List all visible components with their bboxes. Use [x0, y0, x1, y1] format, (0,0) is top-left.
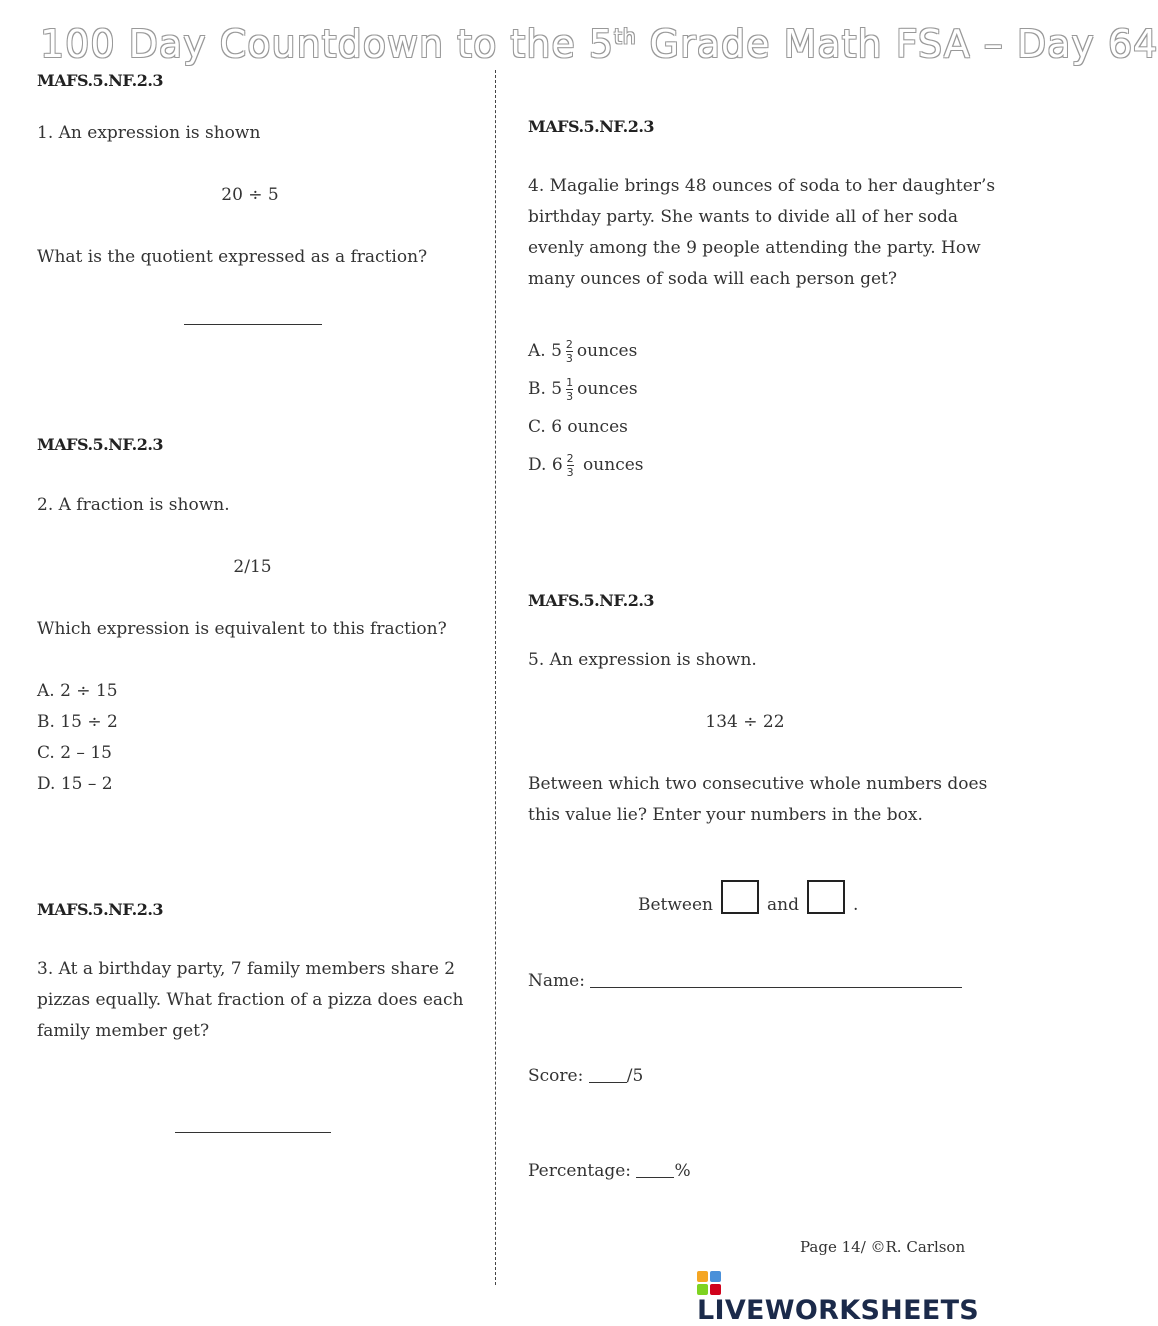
q3-line-2: pizzas equally. What fraction of a pizza does each — [37, 990, 464, 1010]
q2-option-b[interactable]: B. 15 ÷ 2 — [37, 712, 118, 732]
q5-answer-box-2[interactable] — [807, 880, 845, 914]
score-input[interactable] — [589, 1082, 627, 1083]
cube-4 — [710, 1284, 721, 1295]
q2-option-a[interactable]: A. 2 ÷ 15 — [37, 681, 118, 701]
q3-line-3: family member get? — [37, 1021, 210, 1041]
q3-standard: MAFS.5.NF.2.3 — [37, 900, 164, 919]
q5-line-1: Between which two consecutive whole numbers does — [528, 774, 988, 794]
q3-question — [37, 954, 464, 1047]
q2-option-c[interactable]: C. 2 – 15 — [37, 743, 112, 763]
q1-expression: 20 ÷ 5 — [221, 185, 279, 205]
q1-answer-blank[interactable] — [184, 324, 322, 325]
q2-option-d[interactable]: D. 15 – 2 — [37, 774, 113, 794]
q4-option-b[interactable]: B. 5 $\frac{1}{3}$ ounces — [528, 375, 638, 403]
q5-prompt: 5. An expression is shown. — [528, 650, 757, 670]
score-row — [528, 1061, 643, 1092]
q5-answer-row: Between and . — [638, 880, 858, 921]
q5-answer-box-1[interactable] — [721, 880, 759, 914]
and-label: and — [767, 895, 799, 915]
q5-line-2: this value lie? Enter your numbers in the box. — [528, 805, 923, 825]
q2-standard: MAFS.5.NF.2.3 — [37, 435, 164, 454]
q5-question — [528, 769, 987, 831]
cube-3 — [697, 1284, 708, 1295]
fraction-one-third: $\frac{1}{3}$ — [566, 375, 574, 403]
fraction-two-thirds: $\frac{2}{3}$ — [565, 337, 573, 365]
q4-line-3: evenly among the 9 people attending the party. How — [528, 238, 981, 258]
percentage-input[interactable] — [636, 1177, 674, 1178]
q2-expression: 2/15 — [233, 557, 272, 577]
worksheet-title: 100 Day Countdown to the 5th Grade Math FSA – Day 64 — [40, 22, 1158, 66]
q4-line-1: 4. Magalie brings 48 ounces of soda to her daughter’s — [528, 176, 996, 196]
between-label: Between — [638, 895, 714, 915]
percentage-row — [528, 1156, 691, 1187]
name-input[interactable] — [590, 987, 962, 988]
q1-question: What is the quotient expressed as a fraction? — [37, 247, 428, 267]
percentage-label: Percentage: — [528, 1161, 632, 1181]
name-row — [528, 966, 962, 997]
q4-options — [528, 332, 644, 484]
score-total: /5 — [626, 1066, 644, 1086]
liveworksheets-logo[interactable]: LIVEWORKSHEETS — [697, 1256, 1000, 1326]
q4-line-4: many ounces of soda will each person get? — [528, 269, 897, 289]
q4-standard: MAFS.5.NF.2.3 — [528, 117, 655, 136]
q5-standard: MAFS.5.NF.2.3 — [528, 591, 655, 610]
page-number: Page 14/ ©R. Carlson — [800, 1238, 966, 1256]
q2-question: Which expression is equivalent to this fraction? — [37, 619, 447, 639]
logo-cubes-icon — [697, 1271, 721, 1295]
cube-1 — [697, 1271, 708, 1282]
q2-options — [37, 676, 118, 800]
q4-option-d[interactable]: D. 6 $\frac{2}{3}$ ounces — [528, 451, 644, 479]
q3-line-1: 3. At a birthday party, 7 family members share 2 — [37, 959, 456, 979]
q4-question — [528, 171, 995, 295]
q4-option-c[interactable]: C. 6 ounces — [528, 417, 628, 437]
name-label: Name: — [528, 971, 585, 991]
q2-prompt: 2. A fraction is shown. — [37, 495, 230, 515]
q1-standard: MAFS.5.NF.2.3 — [37, 71, 164, 90]
q3-answer-blank[interactable] — [175, 1132, 331, 1133]
cube-2 — [710, 1271, 721, 1282]
percent-sign: % — [674, 1161, 691, 1181]
q1-prompt: 1. An expression is shown — [37, 123, 261, 143]
fraction-two-thirds: $\frac{2}{3}$ — [566, 451, 574, 479]
score-label: Score: — [528, 1066, 584, 1086]
q4-line-2: birthday party. She wants to divide all of her soda — [528, 207, 959, 227]
column-divider — [495, 70, 496, 1285]
q5-expression: 134 ÷ 22 — [705, 712, 785, 732]
q4-option-a[interactable]: A. 5 $\frac{2}{3}$ ounces — [528, 337, 638, 365]
